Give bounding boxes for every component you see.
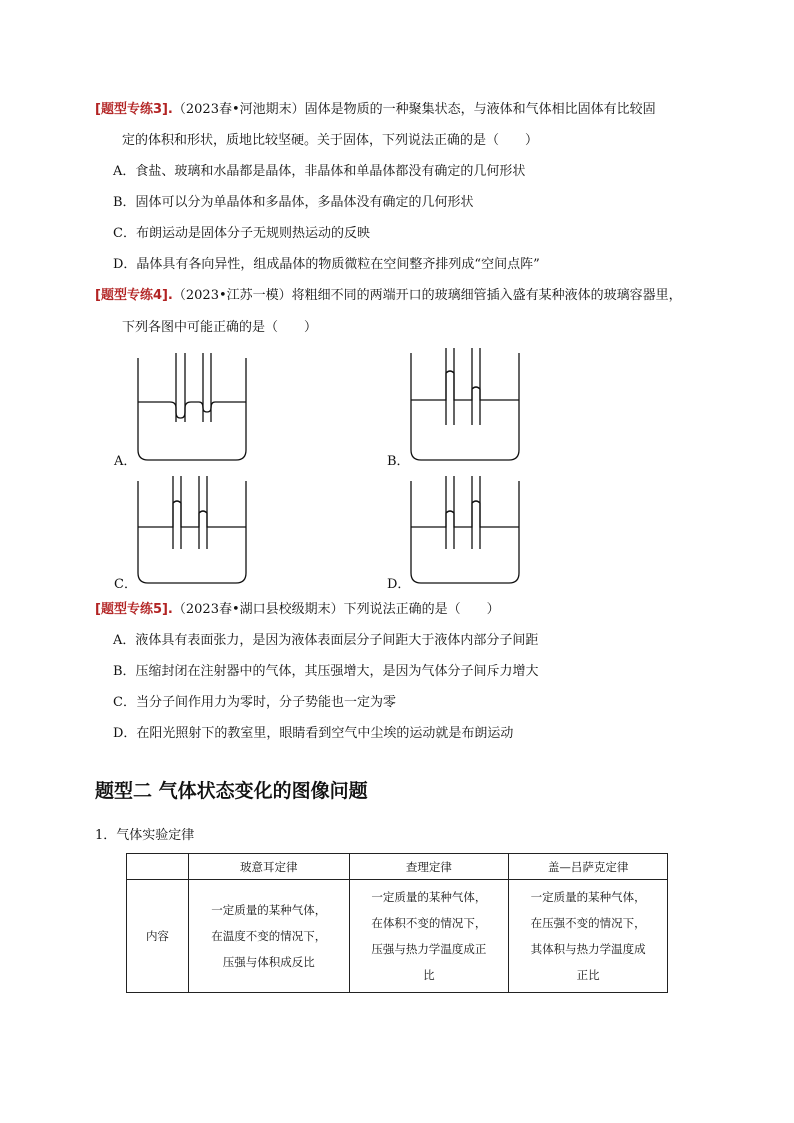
figure-a [133,350,253,465]
table-cell-boyle [188,880,349,993]
cell-line: 一定质量的某种气体， [530,890,646,904]
q3-stem-text: （2023春•河池期末）固体是物质的一种聚集状态，与液体和气体相比固体有比较固 [172,102,656,117]
container [411,353,519,460]
cell-line: 在体积不变的情况下， [371,916,487,930]
cell-line: 压强与体积成反比 [222,955,315,969]
cell-line: 在压强不变的情况下， [530,916,646,930]
q3-stem-line1 [95,100,656,120]
cell-line: 其体积与热力学温度成 [530,942,646,956]
q5-option-c: C．当分子间作用力为零时，分子势能也一定为零 [113,695,396,710]
q3-option-b: B．固体可以分为单晶体和多晶体，多晶体没有确定的几何形状 [113,195,474,210]
q4-tag: [题型专练4]. [95,288,173,303]
figure-b-label: B． [387,454,410,469]
section-subheading: 1．气体实验定律 [95,828,195,843]
table-row [127,880,668,993]
liquid-surface [411,501,519,527]
liquid-surface [138,402,246,418]
q4-stem-line2: 下列各图中可能正确的是（ ） [122,320,318,335]
table-header-cell: 盖—吕萨克定律 [509,854,668,880]
q4-stem-text: （2023•江苏一模）将粗细不同的两端开口的玻璃细管插入盛有某种液体的玻璃容器里， [172,288,682,303]
cell-line: 一定质量的某种气体， [371,890,487,904]
liquid-surface [138,501,246,527]
q5-option-a: A．液体具有表面张力，是因为液体表面层分子间距大于液体内部分子间距 [113,633,539,648]
container [411,481,519,583]
q5-stem-text: （2023春•湖口县校级期末）下列说法正确的是（ ） [172,602,500,617]
figure-d [406,473,526,588]
table-header-cell [127,854,189,880]
figure-c-label: C． [114,577,137,592]
container [138,358,246,460]
liquid-surface [411,371,519,400]
container [138,481,246,583]
q5-option-b: B．压缩封闭在注射器中的气体，其压强增大，是因为气体分子间斥力增大 [113,664,539,679]
q3-stem-line2: 定的体积和形状，质地比较坚硬。关于固体，下列说法正确的是（ ） [122,133,539,148]
cell-line: 压强与热力学温度成正 [371,942,487,956]
cell-line: 比 [423,968,435,982]
cell-line: 在温度不变的情况下， [211,929,327,943]
q5-stem [95,600,500,620]
table-header-row [127,854,668,880]
table-cell-charles [349,880,509,993]
gas-laws-table [126,853,668,993]
figure-a-label: A． [114,454,137,469]
q4-stem-line1 [95,286,682,306]
figure-c [133,473,253,588]
figure-b [406,345,526,465]
q3-tag: [题型专练3]. [95,102,173,117]
cell-line: 正比 [576,968,600,982]
q3-option-a: A．食盐、玻璃和水晶都是晶体，非晶体和单晶体都没有确定的几何形状 [113,164,526,179]
table-header-cell: 玻意耳定律 [188,854,349,880]
q5-tag: [题型专练5]. [95,602,173,617]
q5-option-d: D．在阳光照射下的教室里，眼睛看到空气中尘埃的运动就是布朗运动 [113,726,514,741]
section-title: 题型二 气体状态变化的图像问题 [95,780,368,802]
figure-d-label: D． [387,577,411,592]
cell-line: 一定质量的某种气体， [211,903,327,917]
table-cell-gay-lussac [509,880,668,993]
q3-option-c: C．布朗运动是固体分子无规则热运动的反映 [113,226,370,241]
table-header-cell: 查理定律 [349,854,509,880]
q3-option-d: D．晶体具有各向异性，组成晶体的物质微粒在空间整齐排列成“空间点阵” [113,257,540,272]
table-row-label: 内容 [127,880,189,993]
